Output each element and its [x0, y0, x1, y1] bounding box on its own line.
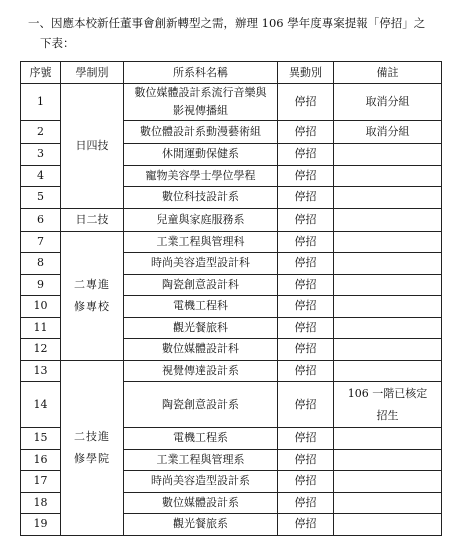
cell-no: 17 — [21, 471, 61, 493]
cell-change: 停招 — [278, 428, 334, 450]
cell-change: 停招 — [278, 274, 334, 296]
cell-department: 數位媒體設計系 — [124, 492, 278, 514]
cell-change: 停招 — [278, 121, 334, 144]
cell-no: 16 — [21, 449, 61, 471]
cell-department: 數位體設計系動漫藝術組 — [124, 121, 278, 144]
intro-line-1: 一、因應本校新任董事會創新轉型之需，辦理 106 學年度專案提報「停招」之 — [28, 16, 426, 30]
cell-no: 14 — [21, 382, 61, 428]
table-row — [21, 208, 442, 231]
cell-remark — [334, 471, 442, 493]
cell-remark — [334, 231, 442, 253]
cell-department: 陶瓷創意設計科 — [124, 274, 278, 296]
cell-no: 7 — [21, 231, 61, 253]
cell-change: 停招 — [278, 382, 334, 428]
cell-remark — [334, 144, 442, 166]
cell-remark — [334, 296, 442, 318]
cell-change: 停招 — [278, 84, 334, 121]
cell-no: 10 — [21, 296, 61, 318]
cell-change: 停招 — [278, 360, 334, 382]
cell-change: 停招 — [278, 492, 334, 514]
cell-department: 視覺傳達設計系 — [124, 360, 278, 382]
cell-remark — [334, 514, 442, 536]
cell-remark — [334, 187, 442, 209]
cell-no: 5 — [21, 187, 61, 209]
header-remark: 備註 — [334, 62, 442, 84]
cell-change: 停招 — [278, 253, 334, 275]
cell-system: 日二技 — [61, 208, 124, 231]
cell-department: 兒童與家庭服務系 — [124, 208, 278, 231]
cell-remark — [334, 428, 442, 450]
cell-no: 6 — [21, 208, 61, 231]
cell-no: 1 — [21, 84, 61, 121]
cell-department: 觀光餐旅科 — [124, 317, 278, 339]
cell-system: 二技進修學院 — [61, 360, 124, 535]
cell-change: 停招 — [278, 187, 334, 209]
cell-change: 停招 — [278, 296, 334, 318]
cell-system: 二專進修專校 — [61, 231, 124, 360]
cell-remark — [334, 274, 442, 296]
cell-change: 停招 — [278, 317, 334, 339]
header-system: 學制別 — [61, 62, 124, 84]
cell-change: 停招 — [278, 514, 334, 536]
cell-change: 停招 — [278, 339, 334, 361]
table-row — [21, 84, 442, 121]
cell-no: 15 — [21, 428, 61, 450]
cell-no: 18 — [21, 492, 61, 514]
cell-department: 時尚美容造型設計科 — [124, 253, 278, 275]
cell-department: 工業工程與管理系 — [124, 449, 278, 471]
header-change: 異動別 — [278, 62, 334, 84]
cell-remark — [334, 449, 442, 471]
cell-change: 停招 — [278, 471, 334, 493]
cell-no: 9 — [21, 274, 61, 296]
intro-line-2: 下表： — [40, 36, 75, 50]
cell-remark — [334, 339, 442, 361]
cell-department: 數位科技設計系 — [124, 187, 278, 209]
cell-department: 時尚美容造型設計系 — [124, 471, 278, 493]
cell-remark — [334, 317, 442, 339]
cell-remark — [334, 253, 442, 275]
cell-no: 3 — [21, 144, 61, 166]
cell-department: 寵物美容學士學位學程 — [124, 165, 278, 187]
cell-department: 休閒運動保健系 — [124, 144, 278, 166]
cell-department: 電機工程科 — [124, 296, 278, 318]
cell-no: 19 — [21, 514, 61, 536]
cell-department: 觀光餐旅系 — [124, 514, 278, 536]
header-no: 序號 — [21, 62, 61, 84]
cell-remark: 取消分組 — [334, 121, 442, 144]
cell-remark — [334, 208, 442, 231]
header-department: 所系科名稱 — [124, 62, 278, 84]
cell-no: 12 — [21, 339, 61, 361]
cell-change: 停招 — [278, 231, 334, 253]
cell-change: 停招 — [278, 208, 334, 231]
cell-change: 停招 — [278, 165, 334, 187]
table-header-row — [21, 62, 442, 84]
cell-system: 日四技 — [61, 84, 124, 209]
program-suspension-table — [20, 61, 442, 536]
cell-no: 2 — [21, 121, 61, 144]
cell-department: 數位媒體設計科 — [124, 339, 278, 361]
cell-remark — [334, 360, 442, 382]
cell-no: 4 — [21, 165, 61, 187]
table-body — [21, 84, 442, 536]
cell-department: 工業工程與管理科 — [124, 231, 278, 253]
cell-no: 8 — [21, 253, 61, 275]
cell-department: 數位媒體設計系流行音樂與影視傳播組 — [124, 84, 278, 121]
table-row — [21, 231, 442, 253]
cell-remark — [334, 165, 442, 187]
cell-remark — [334, 492, 442, 514]
cell-department: 電機工程系 — [124, 428, 278, 450]
cell-remark: 106 一階已核定招生 — [334, 382, 442, 428]
cell-change: 停招 — [278, 449, 334, 471]
cell-no: 11 — [21, 317, 61, 339]
cell-change: 停招 — [278, 144, 334, 166]
cell-no: 13 — [21, 360, 61, 382]
table-row — [21, 360, 442, 382]
cell-remark: 取消分組 — [334, 84, 442, 121]
cell-department: 陶瓷創意設計系 — [124, 382, 278, 428]
